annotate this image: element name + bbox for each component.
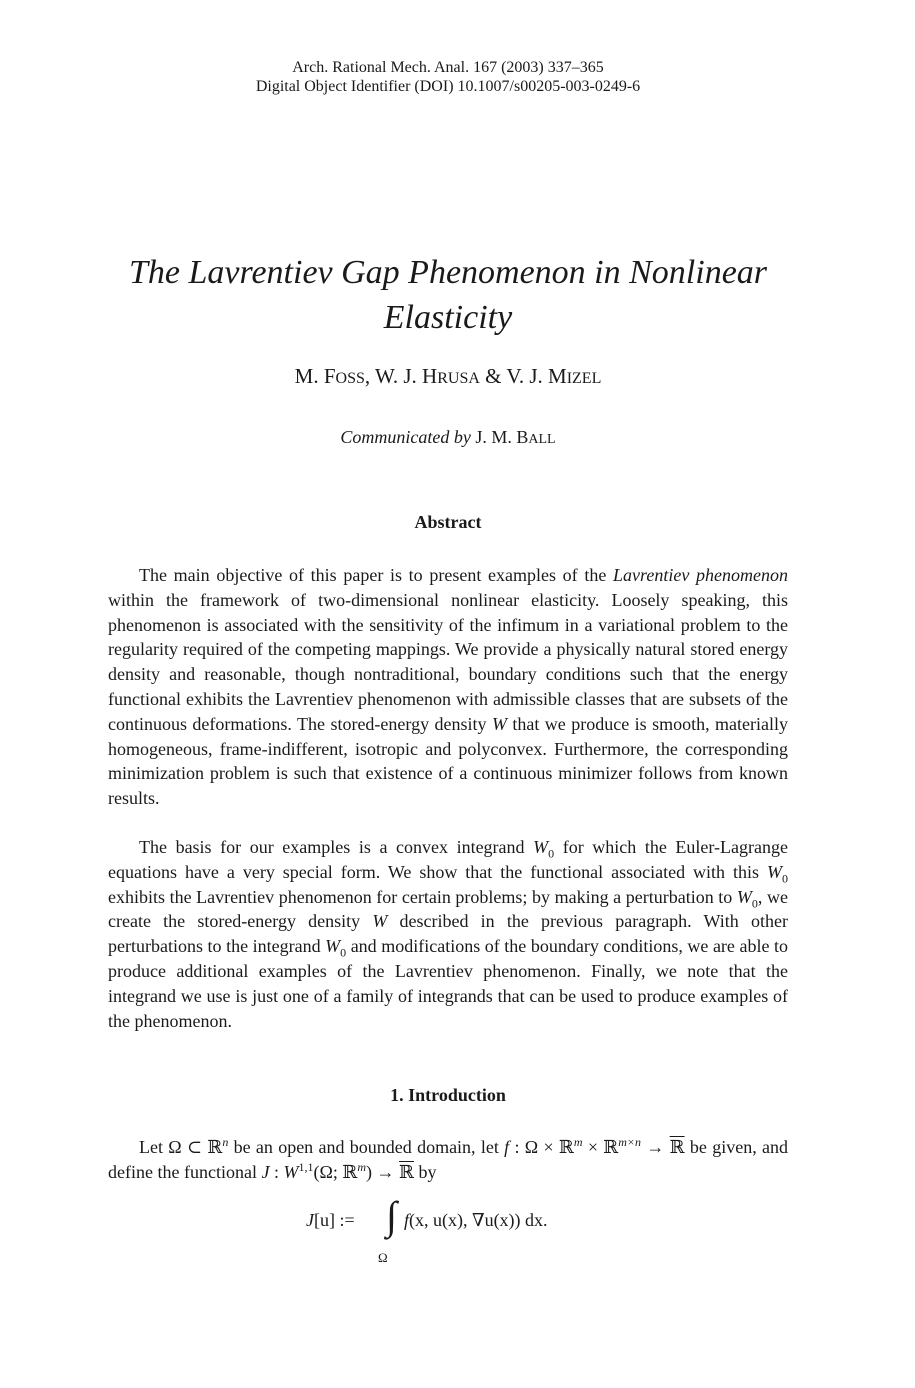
communicated-label: Communicated by xyxy=(340,427,471,447)
text-run: within the framework of two-dimensional nonlinear elasticity. Loosely speaking, this phenomenon is associated with the sensitivity of the infimum in a variational problem to the regularity required of the competing mappings. We provide a physically natural stored energy density and reasonable, though nontraditional, boundary conditions such that the energy functional exhibits the Lavrentiev phenomenon with admissible classes that are subsets of the continuous deformations. The stored-energy density xyxy=(108,589,788,734)
symbol-W0-sub: 0 xyxy=(340,945,347,960)
text-run: and modifications of the boundary conditions, we are able to produce additional examples of the Lavrentiev phenomenon. Finally, we note that the integrand we use is just one of a family of integrands that can be used to produce examples of the phenomenon. xyxy=(108,936,788,1031)
text-run: ) → xyxy=(365,1161,399,1182)
abstract-heading: Abstract xyxy=(414,512,482,532)
symbol-W0: W xyxy=(325,936,341,957)
superscript: 1,1 xyxy=(298,1159,314,1174)
text-run: (x, u(x), ∇u(x)) dx. xyxy=(409,1210,548,1230)
communicator-smallcaps: ALL xyxy=(528,432,556,447)
paper-title xyxy=(108,250,788,340)
symbol-extended-reals: ℝ xyxy=(669,1137,685,1157)
symbol-W0-sub: 0 xyxy=(751,896,758,911)
equation-lhs xyxy=(306,1210,355,1231)
integral-domain: Ω xyxy=(378,1250,388,1265)
text-run: for which the Euler-Lagrange equations have a very special form. We show that the functional associated with this xyxy=(108,837,789,882)
communicator-initials: J. M. B xyxy=(470,427,529,447)
title-line-2: Elasticity xyxy=(383,299,513,336)
text-run: be an open and bounded domain, let xyxy=(228,1137,505,1157)
text-run: described in the previous paragraph. With other perturbations to the integrand xyxy=(108,911,788,957)
symbol-J: J xyxy=(306,1210,314,1230)
text-run: (Ω; ℝ xyxy=(313,1161,358,1182)
text-run: exhibits the Lavrentiev phenomenon for certain problems; by making a perturbation to xyxy=(108,886,737,907)
symbol-extended-reals: ℝ xyxy=(398,1161,414,1182)
text-run: × ℝ xyxy=(582,1137,619,1157)
author-3-smallcaps: IZEL xyxy=(566,370,602,387)
symbol-J: J xyxy=(261,1161,270,1182)
text-run: → xyxy=(641,1137,670,1157)
journal-header xyxy=(108,58,788,96)
section-heading-introduction: 1. Introduction xyxy=(390,1085,506,1105)
text-run: : xyxy=(269,1161,284,1182)
text-run: : Ω × ℝ xyxy=(509,1137,574,1157)
author-2-smallcaps: RUSA xyxy=(437,370,480,387)
text-run: The main objective of this paper is to present examples of the xyxy=(139,565,614,585)
text-run: , we create the stored-energy density xyxy=(108,886,788,932)
symbol-W: W xyxy=(372,911,388,932)
author-1-initials: M. F xyxy=(294,364,336,388)
symbol-W0-sub: 0 xyxy=(782,871,788,886)
symbol-f: f xyxy=(504,1137,510,1157)
text-run: that we produce is smooth, materially homogeneous, frame-indifferent, isotropic and polyconvex. Furthermore, the corresponding minimization problem is such that existence of a continuous minimizer follows from known results. xyxy=(108,713,788,809)
equation-rhs xyxy=(404,1210,548,1231)
symbol-W0: W xyxy=(767,861,782,882)
title-line-1: The Lavrentiev Gap Phenomenon in Nonlinear xyxy=(128,254,768,291)
symbol-W0: W xyxy=(533,837,549,857)
author-2-initials: , W. J. H xyxy=(364,364,438,388)
display-equation xyxy=(108,1192,788,1272)
integral-sign: ∫ xyxy=(386,1193,397,1238)
superscript: m×n xyxy=(618,1135,642,1149)
communicated-by xyxy=(108,427,788,448)
author-1-smallcaps: OSS xyxy=(335,370,365,387)
text-run: by xyxy=(413,1161,437,1182)
emphasis-lavrentiev: Lavrentiev phenomenon xyxy=(613,565,788,585)
symbol-W0-sub: 0 xyxy=(548,846,555,861)
text-run: be given, and define the functional xyxy=(108,1137,788,1182)
doi-line: Digital Object Identifier (DOI) 10.1007/s00205-003-0249-6 xyxy=(255,78,641,95)
symbol-W0: W xyxy=(736,886,752,907)
introduction-paragraph xyxy=(108,1135,788,1185)
journal-citation: Arch. Rational Mech. Anal. 167 (2003) 337–365 xyxy=(292,59,604,76)
superscript: n xyxy=(222,1135,229,1149)
superscript: m xyxy=(357,1159,366,1174)
text-run: [u] := xyxy=(314,1210,355,1230)
abstract-paragraph-1 xyxy=(108,563,788,811)
text-run: The basis for our examples is a convex integrand xyxy=(139,837,534,857)
symbol-W: W xyxy=(491,713,507,734)
text-run: Let Ω ⊂ ℝ xyxy=(139,1137,223,1157)
symbol-f: f xyxy=(404,1210,410,1230)
author-3-initials: & V. J. M xyxy=(479,364,567,388)
author-list xyxy=(108,364,788,389)
superscript: m xyxy=(573,1135,583,1149)
symbol-sobolev-W: W xyxy=(283,1161,299,1182)
abstract-paragraph-2 xyxy=(108,835,788,1033)
